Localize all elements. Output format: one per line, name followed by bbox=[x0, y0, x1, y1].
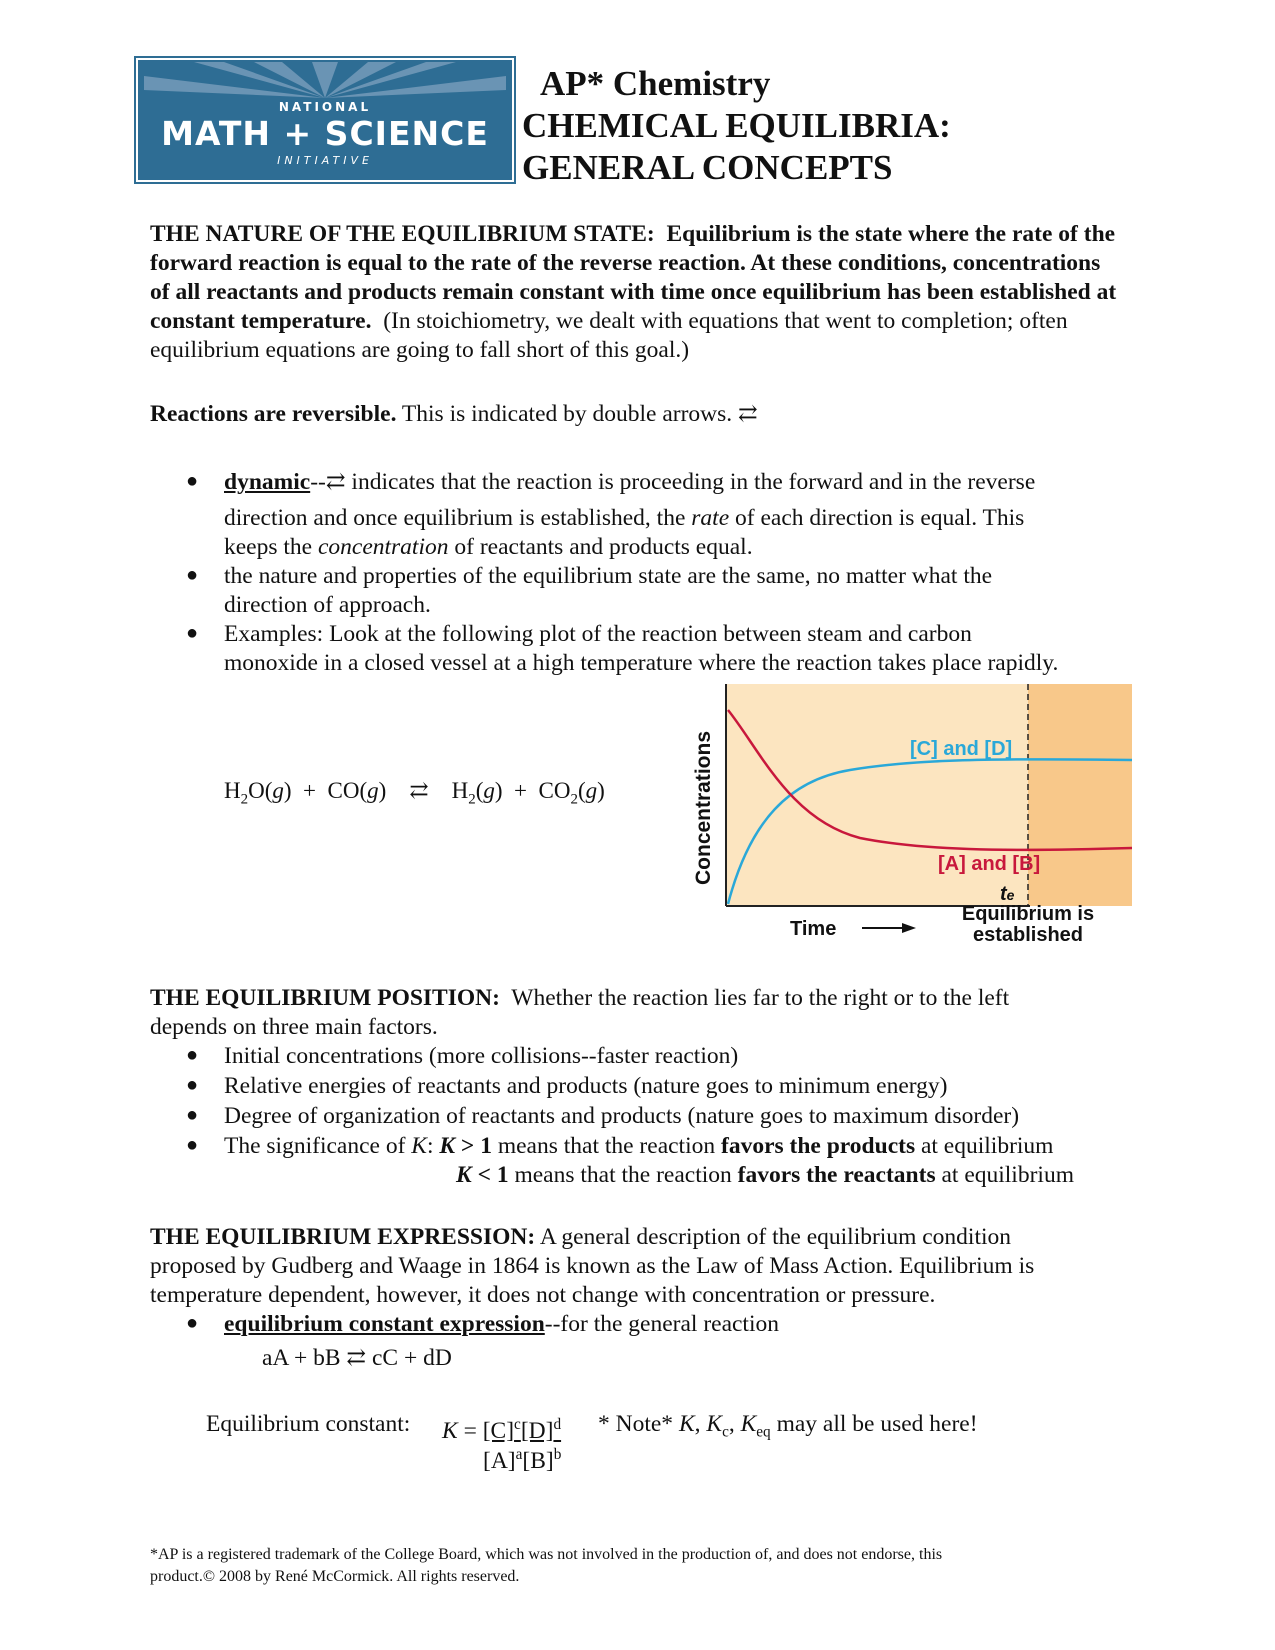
bullet-icon: ● bbox=[186, 1074, 199, 1096]
header-line3: GENERAL CONCEPTS bbox=[522, 148, 893, 187]
k-gt-1: > 1 bbox=[455, 1133, 492, 1159]
dynamic-line1 bbox=[224, 468, 1035, 497]
expression-text3: temperature dependent, however, it does not change with concentration or pressure. bbox=[150, 1282, 936, 1308]
dynamic-line3 bbox=[224, 533, 753, 562]
eq-r1: H bbox=[224, 778, 241, 803]
double-arrow-icon: ⇄ bbox=[325, 469, 346, 495]
k-equals: = bbox=[457, 1417, 483, 1444]
num-c-exp: c bbox=[514, 1416, 521, 1433]
reversible-line bbox=[150, 400, 758, 429]
note-keq: K bbox=[740, 1411, 757, 1437]
logo-name: MATH + SCIENCE bbox=[161, 114, 489, 153]
bullet-icon: ● bbox=[186, 1134, 199, 1156]
logo-national: NATIONAL bbox=[278, 100, 372, 114]
bullet-icon: ● bbox=[186, 1312, 199, 1334]
examples-line2: monoxide in a closed vessel at a high temperature where the reaction takes place rapidly. bbox=[224, 650, 1059, 676]
eq-r1b: O( bbox=[248, 778, 273, 803]
equilibrium-constant-expression-term: equilibrium constant expression bbox=[224, 1311, 545, 1337]
eq-r1-sub: 2 bbox=[240, 791, 249, 808]
dynamic-text5: of reactants and products equal. bbox=[454, 534, 753, 560]
eq-r2c: ) bbox=[378, 778, 387, 803]
dynamic-term: dynamic bbox=[224, 469, 311, 495]
dynamic-text2: direction and once equilibrium is established, the bbox=[224, 505, 686, 531]
note-kc: K bbox=[706, 1411, 723, 1437]
reversible-bold: Reactions are reversible. bbox=[150, 401, 397, 427]
expression-text1: A general description of the equilibrium condition bbox=[539, 1224, 1012, 1250]
eq-r1c: ) bbox=[283, 778, 292, 803]
k-gt-mid: means that the reaction bbox=[497, 1133, 716, 1159]
bullet-icon: ● bbox=[186, 622, 199, 644]
footer-line1: *AP is a registered trademark of the College Board, which was not involved in the production of, and does not endorse, this bbox=[150, 1546, 943, 1563]
k-lt-mid: means that the reaction bbox=[514, 1162, 732, 1188]
reversible-text: This is indicated by double arrows. bbox=[401, 401, 733, 427]
bullet-icon: ● bbox=[186, 1044, 199, 1066]
nature-paragraph bbox=[150, 220, 1120, 365]
y-axis-label: Concentrations bbox=[692, 730, 715, 886]
reaction-equation bbox=[224, 776, 605, 815]
dynamic-text4: keeps the bbox=[224, 534, 313, 560]
k-gt-favors: favors the products bbox=[721, 1133, 916, 1159]
dynamic-rate: rate bbox=[691, 505, 730, 531]
eq-r2-g: g bbox=[367, 778, 379, 803]
k-denominator bbox=[483, 1440, 561, 1476]
k-note bbox=[598, 1410, 978, 1447]
k-gt-end: at equilibrium bbox=[920, 1133, 1054, 1159]
note-kc-sub: c bbox=[722, 1423, 729, 1441]
series-cd-label: [C] and [D] bbox=[910, 738, 1013, 760]
eq-p2-sub: 2 bbox=[570, 791, 578, 808]
eq-p1-sub: 2 bbox=[468, 791, 476, 808]
time-arrowhead-icon bbox=[902, 923, 916, 933]
bullet-icon: ● bbox=[186, 470, 199, 492]
position-bullet3: Degree of organization of reactants and products (nature goes to maximum disorder) bbox=[224, 1103, 1020, 1129]
num-c: [C] bbox=[482, 1417, 515, 1444]
note-comma: , bbox=[694, 1411, 701, 1437]
general-reaction-left: aA + bB bbox=[262, 1345, 341, 1371]
eq-p2c: ) bbox=[597, 778, 605, 803]
equilibrium-constant-label: Equilibrium constant: bbox=[206, 1411, 411, 1437]
num-d: [D] bbox=[520, 1417, 554, 1444]
nature-bold-text: Equilibrium is the state where the rate of the forward reaction is equal to the rate of the reverse reaction. At these conditions, concentrations of all reactants and products remain constant with time once equilibrium has been established at constant temperature. bbox=[150, 221, 1117, 334]
k-symbol: K bbox=[456, 1162, 472, 1188]
general-reaction bbox=[262, 1344, 452, 1373]
eq-r2: CO( bbox=[327, 778, 368, 803]
position-text2: depends on three main factors. bbox=[150, 1014, 438, 1040]
examples-line1: Examples: Look at the following plot of the reaction between steam and carbon bbox=[224, 621, 972, 647]
expression-text2: proposed by Gudberg and Waage in 1864 is known as the Law of Mass Action. Equilibrium is bbox=[150, 1253, 1035, 1279]
eq-p2: CO bbox=[538, 778, 571, 803]
note-keq-sub: eq bbox=[756, 1423, 771, 1441]
eq-p1b: ( bbox=[475, 778, 484, 803]
eq-p1-g: g bbox=[483, 778, 495, 803]
equilibrium-chart bbox=[680, 680, 1140, 950]
dynamic-text3: of each direction is equal. This bbox=[735, 505, 1025, 531]
dynamic-text1: indicates that the reaction is proceeding in the forward and in the reverse bbox=[351, 469, 1036, 495]
den-b: [B] bbox=[522, 1447, 554, 1474]
bullet-icon: ● bbox=[186, 564, 199, 586]
k-symbol: K bbox=[411, 1133, 427, 1159]
eq-p1c: ) bbox=[494, 778, 503, 803]
header-line1: AP* Chemistry bbox=[540, 64, 771, 103]
te-label bbox=[1000, 883, 1015, 905]
nature-bullet-line1: the nature and properties of the equilibrium state are the same, no matter what the bbox=[224, 563, 993, 589]
den-a-exp: a bbox=[515, 1446, 523, 1463]
note-comma: , bbox=[728, 1411, 735, 1437]
eq-plus2: + bbox=[514, 778, 528, 803]
te-t: t bbox=[1000, 883, 1007, 905]
position-bullet4 bbox=[224, 1132, 1053, 1161]
num-d-exp: d bbox=[553, 1416, 562, 1433]
series-ab-label: [A] and [B] bbox=[938, 853, 1041, 875]
k-symbol: K bbox=[442, 1417, 458, 1444]
k-symbol: K bbox=[439, 1133, 456, 1159]
dynamic-line2 bbox=[224, 504, 1024, 533]
k-colon: : bbox=[426, 1133, 434, 1159]
note-pre: * Note* bbox=[598, 1411, 674, 1437]
den-a: [A] bbox=[483, 1447, 516, 1474]
den-b-exp: b bbox=[553, 1446, 562, 1463]
eq-r1-g: g bbox=[272, 778, 284, 803]
eq-p1: H bbox=[451, 778, 469, 803]
note-end: may all be used here! bbox=[776, 1411, 978, 1437]
bullet-icon: ● bbox=[186, 1104, 199, 1126]
double-arrow-icon: ⇄ bbox=[409, 778, 429, 803]
expression-heading: THE EQUILIBRIUM EXPRESSION: bbox=[150, 1224, 536, 1250]
k-significance-pre: The significance of bbox=[224, 1133, 406, 1159]
k-lt-favors: favors the reactants bbox=[737, 1162, 936, 1188]
nature-note: (In stoichiometry, we dealt with equations that went to completion; often equilibrium equations are going to fall short of this goal.) bbox=[150, 308, 1068, 363]
position-line1 bbox=[150, 984, 1009, 1013]
k-lt-1: < 1 bbox=[471, 1162, 509, 1188]
eq-p2-g: g bbox=[585, 778, 598, 803]
logo-initiative: INITIATIVE bbox=[277, 154, 373, 167]
header-line2: CHEMICAL EQUILIBRIA: bbox=[522, 106, 951, 145]
note-k: K bbox=[678, 1411, 695, 1437]
k-lt-end: at equilibrium bbox=[941, 1162, 1074, 1188]
expression-bullet-text: --for the general reaction bbox=[544, 1311, 779, 1337]
nature-heading: THE NATURE OF THE EQUILIBRIUM STATE: bbox=[150, 221, 655, 247]
x-axis-label: Time bbox=[790, 918, 837, 940]
post-equilibrium-region bbox=[1028, 684, 1132, 906]
nms-logo bbox=[134, 56, 516, 184]
eq-plus1: + bbox=[303, 778, 317, 803]
position-bullet2: Relative energies of reactants and products (nature goes to minimum energy) bbox=[224, 1073, 948, 1099]
position-heading: THE EQUILIBRIUM POSITION: bbox=[150, 985, 500, 1011]
dynamic-sep: -- bbox=[310, 469, 326, 495]
double-arrow-icon: ⇄ bbox=[738, 401, 758, 427]
eq-p2b: ( bbox=[577, 778, 586, 803]
double-arrow-icon: ⇄ bbox=[346, 1345, 367, 1371]
nature-bullet-line2: direction of approach. bbox=[224, 592, 431, 618]
equilibrium-label-1: Equilibrium is bbox=[961, 903, 1095, 925]
te-sub: e bbox=[1006, 887, 1015, 903]
position-text1: Whether the reaction lies far to the right or to the left bbox=[511, 985, 1010, 1011]
expression-line1 bbox=[150, 1223, 1011, 1252]
footer-line2: product.© 2008 by René McCormick. All rights reserved. bbox=[150, 1568, 520, 1585]
position-bullet1: Initial concentrations (more collisions--faster reaction) bbox=[224, 1043, 739, 1069]
expression-bullet1 bbox=[224, 1310, 779, 1339]
equilibrium-label-2: established bbox=[972, 924, 1084, 946]
general-reaction-right: cC + dD bbox=[372, 1345, 452, 1371]
dynamic-concentration: concentration bbox=[317, 534, 449, 560]
position-bullet5 bbox=[456, 1161, 1074, 1190]
